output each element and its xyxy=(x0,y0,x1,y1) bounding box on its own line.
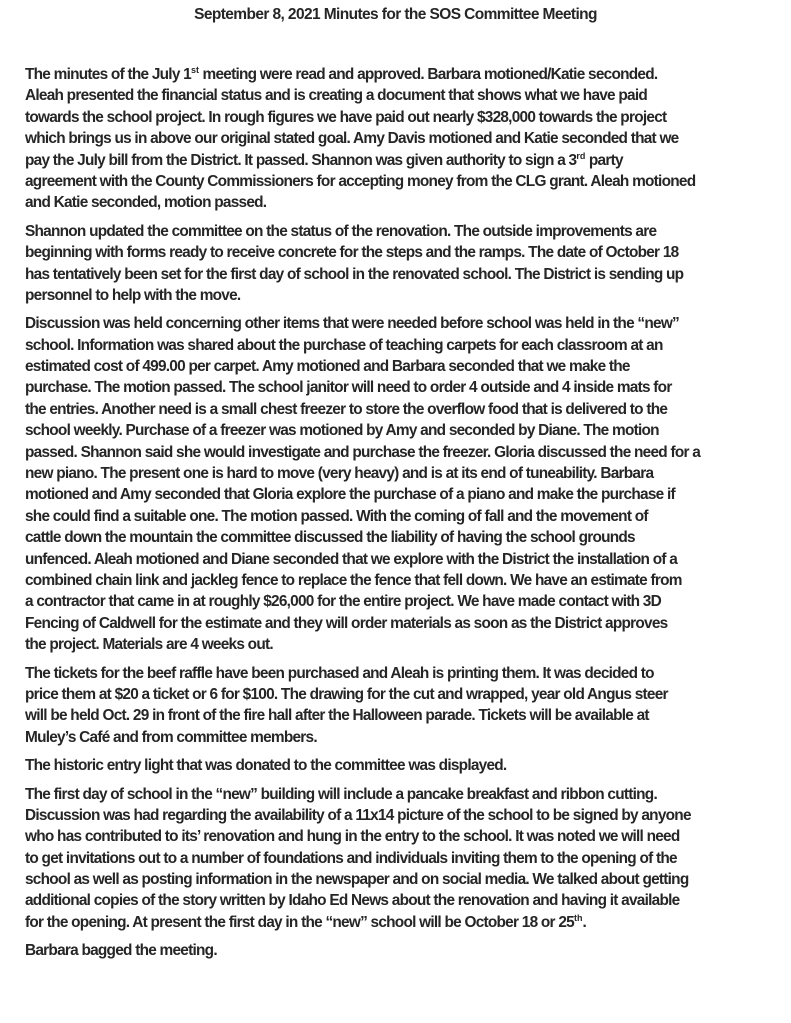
text-run: Barbara bagged the meeting. xyxy=(25,942,217,960)
text-run: cattle down the mountain the committee discussed the liability of having the school grounds xyxy=(25,529,635,547)
text-line xyxy=(25,591,785,612)
paragraph xyxy=(25,313,785,655)
text-line xyxy=(25,634,785,655)
text-line xyxy=(25,356,785,377)
text-line xyxy=(25,826,785,847)
text-run: The minutes of the July 1 xyxy=(25,66,191,83)
text-line xyxy=(25,506,785,527)
text-run: Muley’s Café and from committee members. xyxy=(25,728,317,746)
text-run: beginning with forms ready to receive concrete for the steps and the ramps. The date of October 18 xyxy=(25,244,679,262)
text-line xyxy=(25,805,785,826)
text-line xyxy=(25,727,785,748)
text-line xyxy=(25,684,785,705)
text-line xyxy=(25,663,785,684)
paragraph xyxy=(25,784,785,934)
text-run: she could find a suitable one. The motion passed. With the coming of fall and the movement of xyxy=(25,507,648,525)
minutes-body xyxy=(25,64,785,969)
text-line xyxy=(25,463,785,484)
text-line xyxy=(25,107,785,128)
paragraph xyxy=(25,940,785,961)
text-line xyxy=(25,912,785,933)
text-run: The first day of school in the “new” building will include a pancake breakfast and ribbon cutting. xyxy=(25,785,657,803)
superscript: rd xyxy=(576,150,586,161)
text-line xyxy=(25,221,785,242)
text-run: agreement with the County Commissioners for accepting money from the CLG grant. Aleah motioned xyxy=(25,172,696,190)
text-line xyxy=(25,313,785,334)
text-run: The tickets for the beef raffle have been purchased and Aleah is printing them. It was decided to xyxy=(25,664,654,682)
text-run: purchase. The motion passed. The school janitor will need to order 4 outside and 4 inside mats for xyxy=(25,379,672,397)
text-run: Shannon updated the committee on the status of the renovation. The outside improvements are xyxy=(25,222,657,240)
paragraph xyxy=(25,755,785,776)
text-run: passed. Shannon said she would investigate and purchase the freezer. Gloria discussed the need for a xyxy=(25,443,701,461)
text-run: a contractor that came in at roughly $26,000 for the entire project. We have made contact with 3D xyxy=(25,593,661,611)
text-line xyxy=(25,848,785,869)
text-line xyxy=(25,869,785,890)
text-run: Fencing of Caldwell for the estimate and they will order materials as soon as the District approves xyxy=(25,614,668,632)
text-run: Aleah presented the financial status and is creating a document that shows what we have paid xyxy=(25,87,648,105)
text-run: for the opening. At present the first day in the “new” school will be October 18 or 25 xyxy=(25,913,574,931)
text-line xyxy=(25,150,785,171)
text-run: which brings us in above our original stated goal. Amy Davis motioned and Katie seconded that we xyxy=(25,130,679,148)
text-run: the project. Materials are 4 weeks out. xyxy=(25,636,273,654)
text-run: estimated cost of 499.00 per carpet. Amy motioned and Barbara seconded that we make the xyxy=(25,358,630,376)
text-run: personnel to help with the move. xyxy=(25,286,241,304)
text-line xyxy=(25,527,785,548)
text-line xyxy=(25,64,785,85)
text-run: and Katie seconded, motion passed. xyxy=(25,194,267,212)
text-line xyxy=(25,242,785,263)
text-run: Discussion was had regarding the availability of a 11x14 picture of the school to be signed by anyone xyxy=(25,806,691,824)
text-line xyxy=(25,399,785,420)
text-line xyxy=(25,549,785,570)
text-run: new piano. The present one is hard to move (very heavy) and is at its end of tuneability. Barbara xyxy=(25,465,654,483)
text-run: combined chain link and jackleg fence to replace the fence that fell down. We have an estimate from xyxy=(25,571,682,589)
text-run: The historic entry light that was donated to the committee was displayed. xyxy=(25,757,507,775)
text-run: motioned and Amy seconded that Gloria explore the purchase of a piano and make the purchase if xyxy=(25,486,675,504)
text-line xyxy=(25,335,785,356)
text-run: towards the school project. In rough figures we have paid out nearly $328,000 towards the project xyxy=(25,108,667,126)
paragraph xyxy=(25,64,785,214)
text-run: price them at $20 a ticket or 6 for $100. The drawing for the cut and wrapped, year old Angus steer xyxy=(25,685,668,703)
text-line xyxy=(25,755,785,776)
text-line xyxy=(25,940,785,961)
superscript: th xyxy=(573,912,583,923)
text-line xyxy=(25,264,785,285)
text-line xyxy=(25,128,785,149)
text-line xyxy=(25,420,785,441)
text-line xyxy=(25,890,785,911)
text-run: to get invitations out to a number of foundations and individuals inviting them to the opening of the xyxy=(25,849,677,867)
text-line xyxy=(25,192,785,213)
paragraph xyxy=(25,663,785,749)
text-run: additional copies of the story written by Idaho Ed News about the renovation and having it available xyxy=(25,892,680,910)
text-line xyxy=(25,484,785,505)
superscript: st xyxy=(190,65,199,75)
text-line xyxy=(25,285,785,306)
text-line xyxy=(25,442,785,463)
text-run: the entries. Another need is a small chest freezer to store the overflow food that is delivered to the xyxy=(25,400,668,418)
text-line xyxy=(25,570,785,591)
text-line xyxy=(25,613,785,634)
text-run: unfenced. Aleah motioned and Diane seconded that we explore with the District the installation of a xyxy=(25,550,678,568)
text-line xyxy=(25,85,785,106)
text-run: . xyxy=(582,913,586,931)
text-run: school as well as posting information in the newspaper and on social media. We talked about getting xyxy=(25,871,689,889)
document-title: September 8, 2021 Minutes for the SOS Committee Meeting xyxy=(194,6,597,23)
text-line xyxy=(25,377,785,398)
text-run: will be held Oct. 29 in front of the fire hall after the Halloween parade. Tickets will be available at xyxy=(25,707,649,725)
text-run: school weekly. Purchase of a freezer was motioned by Amy and seconded by Diane. The motion xyxy=(25,422,659,440)
text-run: has tentatively been set for the first day of school in the renovated school. The District is sending up xyxy=(25,265,684,283)
text-run: party xyxy=(585,151,623,169)
text-run: meeting were read and approved. Barbara motioned/Katie seconded. xyxy=(198,66,658,83)
text-run: pay the July bill from the District. It passed. Shannon was given authority to sign a 3 xyxy=(25,151,577,169)
text-run: Discussion was held concerning other items that were needed before school was held in the “new” xyxy=(25,315,679,333)
text-line xyxy=(25,171,785,192)
text-run: who has contributed to its’ renovation and hung in the entry to the school. It was noted we will need xyxy=(25,828,680,846)
text-line xyxy=(25,705,785,726)
paragraph xyxy=(25,221,785,307)
text-line xyxy=(25,784,785,805)
text-run: school. Information was shared about the purchase of teaching carpets for each classroom at an xyxy=(25,336,663,354)
